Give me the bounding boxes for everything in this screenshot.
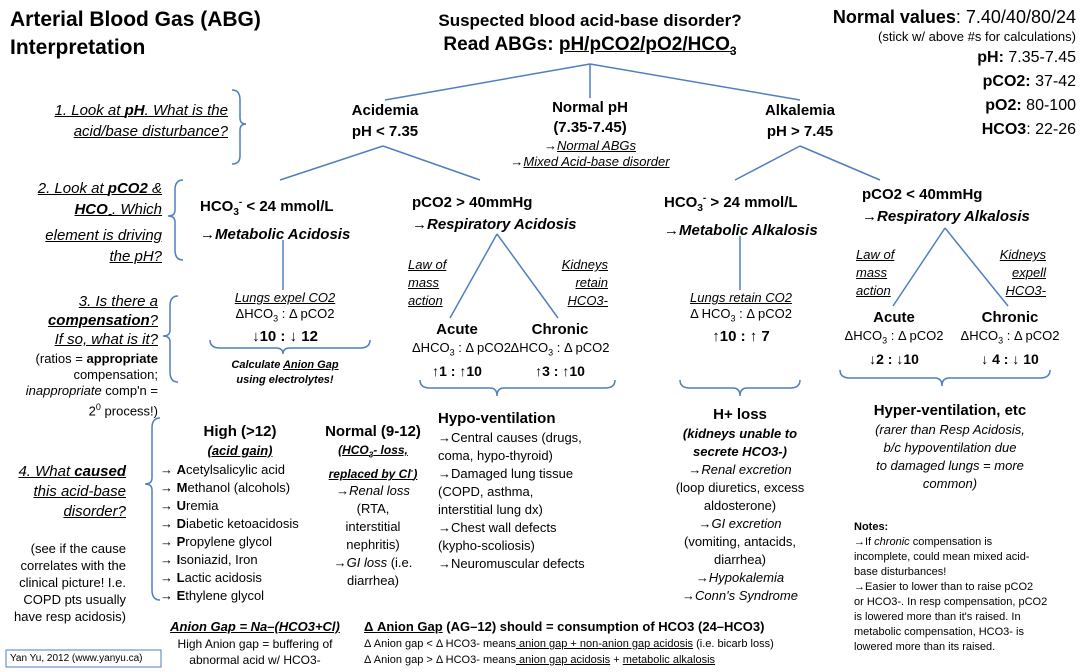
step-4-line-3: disorder? — [63, 503, 126, 520]
met-alk-ratio-b: : Δ pCO2 — [735, 306, 792, 321]
high-ag-cause-rest: ethanol (alcohols) — [187, 480, 291, 495]
hyper-line-3: to damaged lungs = more — [876, 458, 1024, 473]
resp-acid-kidney-2: retain — [575, 275, 608, 290]
high-ag-arrow: → — [160, 552, 177, 567]
step-3-j: 2 — [88, 403, 96, 419]
resp-acid-law-1: Law of — [408, 257, 447, 272]
met-acid-ratio-b: : Δ pCO2 — [278, 306, 335, 321]
h-loss-gi: →GI excretion — [698, 516, 782, 531]
anion-gap-title: Anion Gap = Na–(HCO3+Cl) — [170, 619, 340, 634]
resp-acid-acute-ratio: ↑1 : ↑10 — [432, 362, 482, 379]
high-ag-cause-initial: M — [176, 480, 188, 495]
high-ag-cause-rest: actic acidosis — [184, 570, 262, 585]
notes-panel — [854, 520, 1076, 655]
notes-line-3: base disturbances! — [854, 566, 947, 578]
ag-prompt-2: Anion Gap — [282, 359, 339, 371]
hyper-line-4: common) — [922, 476, 978, 491]
notes-line-2: incomplete, could mean mixed acid- — [854, 551, 1030, 563]
notes-line-8: lowered more than its raised. — [854, 641, 996, 653]
step-3-line-2 — [6, 311, 158, 330]
normal-ag-title: Normal (9-12) — [325, 423, 421, 440]
normal-ag-sub-1: ($HCO_3-$ loss, — [338, 443, 408, 460]
normal-values-value: : 7.40/40/80/24 — [955, 7, 1076, 27]
high-ag-title: High (>12) — [203, 423, 277, 440]
header-read-link-text: pH/pCO2/pO2/HCO — [558, 34, 730, 55]
high-ag-cause-rest: ropylene glycol — [185, 534, 273, 549]
normal-ag-gi — [318, 554, 428, 572]
page-title — [10, 6, 261, 62]
resp-acid-acute — [412, 320, 511, 381]
h-loss-causes — [660, 404, 820, 605]
high-ag-sub: (acid gain) — [207, 443, 273, 458]
step-4-line-2: this acid-base — [33, 483, 126, 500]
notes-line-7: metabolic compensation, HCO3- is — [854, 626, 1024, 638]
high-ag-cause-initial: D — [176, 516, 187, 531]
step-4-line-1 — [6, 462, 126, 482]
title-line-2: Interpretation — [10, 36, 146, 59]
high-ag-cause-initial: I — [176, 552, 181, 567]
met-acid-compensation — [210, 290, 360, 347]
high-ag-cause-initial: U — [176, 498, 187, 513]
acidemia-range: pH < 7.35 — [351, 123, 419, 140]
resp-acid-kidney-1: Kidneys — [561, 257, 608, 272]
delta-ag-title-b: (AG–12) should = consumption of HCO3 (24–HCO3) — [442, 619, 765, 634]
delta-ag-1c: (i.e. bicarb loss) — [693, 638, 774, 650]
high-ag-cause-list — [160, 461, 320, 605]
normal-ph-option-1 — [495, 138, 685, 154]
met-alk-compensation — [666, 290, 816, 347]
header-read-sub: 3 — [729, 43, 737, 58]
step-3-note-1 — [6, 351, 158, 367]
step-2-b: pCO2 — [107, 180, 148, 197]
anion-gap-prompt-line-1 — [210, 358, 360, 373]
high-ag-cause-item — [160, 515, 320, 533]
step-4-b: caused — [74, 463, 126, 480]
step-2-line-1 — [10, 178, 162, 199]
anion-gap-prompt-line-2: using electrolytes! — [236, 374, 334, 386]
hyper-line-2: b/c hypoventilation due — [883, 440, 1017, 455]
normal-hco3-label: HCO3 — [981, 121, 1027, 138]
step-3-line-1: 3. Is there a — [78, 293, 158, 310]
step-2-line-4: the pH? — [109, 248, 162, 265]
normal-ag-diarrhea: diarrhea) — [346, 573, 400, 589]
header-question: Suspected blood acid-base disorder? — [438, 11, 742, 30]
high-ag-arrow: → — [160, 516, 177, 531]
step-1-line-2: acid/base disturbance? — [73, 123, 228, 140]
step-3-line-3: If so, what is it? — [54, 331, 158, 348]
high-ag-arrow: → — [160, 462, 177, 477]
step-4-note-2: correlates with the — [20, 558, 126, 573]
normal-hco3-value: : 22-26 — [1026, 121, 1076, 138]
header-read-prefix: Read ABGs: — [443, 34, 559, 55]
step-3-note-3 — [6, 383, 158, 399]
high-ag-cause-item — [160, 479, 320, 497]
hypo-cause-line: →Chest wall defects — [438, 520, 557, 535]
anion-gap-prompt — [210, 358, 360, 388]
normal-values-heading — [810, 6, 1076, 28]
step-2-line-3: element is driving — [45, 227, 162, 244]
high-ag-cause-initial: E — [176, 588, 186, 603]
resp-alk-acute-label: $\Delta HCO_3$ : Δ pCO2 — [844, 328, 944, 346]
delta-ag-line-1 — [364, 636, 844, 652]
met-acid-hco3-line — [200, 192, 380, 224]
step-4-question — [6, 462, 126, 522]
normal-ag-renal-label: →Renal loss — [336, 483, 410, 499]
normal-ag-sub-c: replaced by Cl — [328, 467, 411, 482]
normal-ag-gi-ie: (i.e. — [387, 555, 413, 571]
resp-alk-kidney-1: Kidneys — [999, 247, 1046, 262]
step-3-f: appropriate — [86, 351, 158, 366]
step-4-note-4: COPD pts usually — [23, 592, 126, 607]
resp-acid-acute-label-a: ΔHCO — [412, 340, 450, 355]
normal-ph-node — [495, 98, 685, 170]
met-acid-hco3: HCO — [200, 198, 234, 215]
resp-alk-acute-title: Acute — [873, 309, 915, 326]
anion-gap-line-1: High Anion gap = buffering of — [177, 637, 333, 651]
high-ag-cause-rest: iabetic ketoacidosis — [186, 516, 299, 531]
high-ag-cause-rest: thylene glycol — [185, 588, 265, 603]
acidemia-node — [310, 100, 460, 142]
step-3-b: compensation — [47, 312, 150, 329]
met-alk-threshold: > 24 mmol/L — [706, 194, 798, 211]
title-line-1: Arterial Blood Gas (ABG) — [10, 8, 261, 31]
hypo-cause-line: →Central causes (drugs, — [438, 430, 582, 445]
hypo-title: Hypo-ventilation — [438, 410, 556, 427]
high-ag-cause-rest: soniazid, Iron — [180, 552, 258, 567]
step-4-note-3: clinical picture! I.e. — [19, 575, 126, 590]
step-3-note-2: compensation; — [73, 367, 158, 382]
step-3-l: process!) — [100, 403, 158, 419]
header-read-link — [558, 34, 737, 58]
resp-alk-chronic — [958, 308, 1062, 369]
normal-po2-value: 80-100 — [1021, 97, 1076, 114]
normal-pco2-label: pCO2: — [982, 73, 1031, 90]
step-2-question — [10, 178, 162, 267]
metabolic-acidosis-node — [200, 192, 380, 246]
normal-ag-sub-2 — [318, 463, 428, 482]
high-ag-arrow: → — [160, 480, 177, 495]
high-ag-arrow: → — [160, 588, 177, 603]
respiratory-acidosis-node — [412, 192, 612, 236]
step-2-c: & — [147, 180, 162, 197]
delta-anion-gap — [364, 618, 844, 668]
alkalemia-node — [725, 100, 875, 142]
resp-alk-kidneys — [986, 246, 1046, 300]
met-acid-ratio-a: ΔHCO — [235, 306, 274, 321]
h-loss-sub-1: (kidneys unable to — [682, 426, 798, 441]
met-acid-sub: 3 — [233, 207, 239, 218]
step-3-note-4 — [6, 399, 158, 419]
resp-acid-acute-label: $\Delta HCO_3$ : Δ pCO2 — [412, 340, 511, 358]
resp-acid-chronic-label-a: ΔHCO — [510, 340, 549, 355]
normal-values-label: Normal values — [832, 7, 956, 27]
high-ag-arrow: → — [160, 534, 177, 549]
resp-alk-law-1: Law of — [856, 247, 895, 262]
normal-ph-opt-2: Mixed Acid-base disorder — [523, 154, 670, 169]
step-2-a: 2. Look at — [37, 180, 108, 197]
hyper-line-1: (rarer than Resp Acidosis, — [875, 422, 1025, 437]
resp-acid-chronic-title: Chronic — [531, 321, 589, 338]
normal-ag-sub-a: (HCO — [338, 443, 369, 457]
high-anion-gap — [160, 422, 320, 605]
h-loss-hypokalemia: →Hypokalemia — [695, 570, 785, 585]
normal-po2-label: pO2: — [985, 97, 1022, 114]
notes-title: Notes: — [854, 521, 889, 533]
resp-acid-law-2: mass — [408, 275, 440, 290]
normal-anion-gap — [318, 422, 428, 590]
resp-acid-pco2: pCO2 > 40mmHg — [412, 194, 533, 211]
normal-ph-arrow-1: → — [544, 138, 557, 153]
h-loss-gi-detail-2: diarrhea) — [713, 552, 767, 567]
normal-ph-label: pH: — [977, 49, 1004, 66]
normal-ag-sub-b: - loss, — [373, 443, 408, 457]
step-3-e: (ratios = — [35, 351, 87, 366]
resp-alk-chronic-label-b: : Δ pCO2 — [1003, 328, 1060, 343]
notes-line-4: →Easier to lower than to raise pCO2 — [854, 581, 1034, 593]
h-loss-renal-detail-1: (loop diuretics, excess — [675, 480, 805, 495]
notes-1c: compensation is — [909, 536, 993, 548]
high-ag-cause-rest: remia — [186, 498, 219, 513]
resp-alk-chronic-ratio: ↓ 4 : ↓ 10 — [981, 350, 1039, 367]
delta-ag-title — [364, 618, 844, 636]
delta-ag-2d: metabolic alkalosis — [622, 654, 716, 666]
hypo-cause-line: interstitial lung dx) — [438, 502, 543, 517]
resp-alk-pco2: pCO2 < 40mmHg — [862, 186, 983, 203]
normal-ag-renal — [318, 482, 428, 518]
resp-acid-name: →Respiratory Acidosis — [412, 216, 577, 233]
met-alk-ratio: ↑10 : ↑ 7 — [712, 327, 770, 345]
high-ag-cause-initial: L — [176, 570, 185, 585]
high-ag-cause-item — [160, 569, 320, 587]
met-acid-threshold: < 24 mmol/L — [242, 198, 334, 215]
notes-line-6: is lowered more than it's raised. In — [854, 611, 1021, 623]
high-ag-cause-item — [160, 551, 320, 569]
delta-ag-title-a: Δ Anion Gap — [364, 619, 443, 634]
step-4-note — [6, 540, 126, 625]
resp-acid-law — [408, 256, 468, 310]
hyper-title: Hyper-ventilation, etc — [873, 402, 1027, 419]
step-3-c: ? — [149, 312, 158, 329]
step-1-a: 1. Look at — [54, 102, 125, 119]
h-loss-sub-2: secrete HCO3-) — [693, 444, 787, 459]
met-acid-comp-label: Lungs expel CO2 — [234, 290, 336, 305]
met-acid-ratio-label: $\Delta HCO_3$ : Δ pCO2 — [235, 306, 335, 324]
delta-ag-line-2 — [364, 652, 844, 668]
ag-prompt-1: Calculate — [231, 359, 283, 371]
step-2-f: . Which — [111, 201, 162, 218]
normal-ag-gi-label: →GI loss — [333, 555, 388, 571]
delta-ag-1b: anion gap + non-anion gap acidosis — [515, 638, 694, 650]
hypo-cause-line: →Damaged lung tissue — [438, 466, 574, 481]
delta-ag-2b: anion gap acidosis — [515, 654, 611, 666]
header-read-abgs — [420, 32, 760, 64]
met-acid-sup: - — [238, 197, 243, 208]
step-2-e: - — [107, 207, 112, 221]
credit-text: Yan Yu, 2012 (www.yanyu.ca) — [10, 653, 143, 664]
resp-alk-kidney-3: HCO3- — [1005, 283, 1046, 298]
notes-line-5: or HCO3-. In resp compensation, pCO2 — [854, 596, 1048, 608]
hypo-cause-list — [438, 429, 628, 573]
high-ag-arrow: → — [160, 570, 177, 585]
notes-1b: chronic — [874, 536, 910, 548]
acidemia-title: Acidemia — [351, 102, 419, 119]
met-alk-comp-label: Lungs retain CO2 — [690, 290, 792, 305]
high-ag-cause-item — [160, 533, 320, 551]
alkalemia-range: pH > 7.45 — [766, 123, 834, 140]
normal-ag-sub-e: ) — [413, 467, 418, 482]
step-3-i: comp'n = — [101, 383, 158, 398]
normal-pco2-value: 37-42 — [1030, 73, 1076, 90]
step-2-d: HCO — [74, 201, 108, 218]
resp-acid-kidneys — [548, 256, 608, 310]
header — [420, 10, 760, 64]
step-3-h: inappropriate — [25, 383, 102, 398]
high-ag-cause-initial: A — [176, 462, 187, 477]
h-loss-renal: →Renal excretion — [688, 462, 792, 477]
resp-acid-law-3: action — [408, 293, 443, 308]
met-alk-ratio-a: Δ HCO — [690, 306, 731, 321]
resp-acid-chronic-label-b: : Δ pCO2 — [553, 340, 610, 355]
normal-ag-sub-d: - — [410, 466, 414, 476]
step-1-question — [12, 100, 228, 142]
notes-1a: →If — [854, 536, 875, 548]
normal-ag-renal-rta: (RTA, — [356, 501, 390, 517]
step-1-c: . What is the — [144, 102, 228, 119]
step-3-k: 0 — [95, 402, 101, 412]
normal-ph-title: Normal pH — [552, 99, 628, 116]
hyperventilation-causes — [850, 400, 1050, 493]
delta-ag-2a: Δ Anion gap > Δ HCO3- means — [364, 654, 516, 666]
respiratory-alkalosis-node — [862, 184, 1062, 228]
hypo-cause-line: →Neuromuscular defects — [438, 556, 585, 571]
step-1-line-1 — [12, 100, 228, 121]
normal-ag-nephritis: nephritis) — [346, 537, 400, 553]
normal-pco2 — [810, 70, 1076, 94]
h-loss-conns: →Conn's Syndrome — [682, 588, 798, 603]
resp-alk-law-2: mass — [856, 265, 888, 280]
anion-gap-line-2: abnormal acid w/ HCO3- — [189, 653, 321, 667]
high-ag-cause-item — [160, 497, 320, 515]
resp-acid-acute-label-b: : Δ pCO2 — [454, 340, 511, 355]
notes-line-1 — [854, 535, 1076, 550]
step-3-question — [6, 292, 158, 419]
resp-alk-kidney-2: expell — [1012, 265, 1046, 280]
met-alk-hco3: HCO — [664, 194, 698, 211]
resp-alk-chronic-label-a: ΔHCO — [960, 328, 999, 343]
met-acid-name: →Metabolic Acidosis — [200, 226, 351, 243]
resp-acid-acute-title: Acute — [436, 321, 478, 338]
hypo-cause-line: coma, hypo-thyroid) — [438, 448, 553, 463]
resp-alk-law-3: action — [856, 283, 891, 298]
met-alk-hco3-line: $HCO_3^- > 24$ mmol/L — [664, 193, 798, 214]
alkalemia-title: Alkalemia — [764, 102, 836, 119]
normal-ph-option-2 — [495, 154, 685, 170]
h-loss-gi-detail-1: (vomiting, antacids, — [684, 534, 796, 549]
normal-ph — [810, 46, 1076, 70]
anion-gap-formula — [160, 618, 350, 668]
resp-alk-name: →Respiratory Alkalosis — [862, 208, 1030, 225]
hypoventilation-causes — [438, 408, 628, 573]
resp-alk-chronic-title: Chronic — [981, 309, 1039, 326]
normal-ag-interstitial: interstitial — [345, 519, 401, 535]
normal-ph-range: (7.35-7.45) — [553, 119, 627, 136]
met-alk-name: →Metabolic Alkalosis — [664, 222, 818, 239]
delta-ag-2c: + — [610, 654, 623, 666]
step-4-a: 4. What — [18, 463, 75, 480]
resp-acid-chronic-label: $\Delta HCO_3$ : Δ pCO2 — [510, 340, 610, 358]
resp-alk-chronic-label: $\Delta HCO_3$ : Δ pCO2 — [960, 328, 1060, 346]
resp-acid-chronic — [510, 320, 610, 381]
step-4-note-1: (see if the cause — [30, 541, 126, 556]
hypo-cause-line: (COPD, asthma, — [438, 484, 534, 499]
normal-ph-arrow-2: → — [510, 154, 524, 169]
delta-ag-1a: Δ Anion gap < Δ HCO3- means — [364, 638, 516, 650]
resp-alk-law — [856, 246, 916, 300]
resp-acid-chronic-ratio: ↑3 : ↑10 — [535, 362, 585, 379]
resp-alk-acute — [844, 308, 944, 369]
normal-ph-opt-1: Normal ABGs — [557, 138, 636, 153]
step-1-b: pH — [124, 102, 145, 119]
high-ag-arrow: → — [160, 498, 177, 513]
hypo-cause-line: (kypho-scoliosis) — [438, 538, 535, 553]
resp-acid-kidney-3: HCO3- — [567, 293, 608, 308]
resp-alk-acute-label-a: ΔHCO — [844, 328, 883, 343]
normal-values-note: (stick w/ above #s for calculations) — [878, 29, 1076, 44]
high-ag-cause-initial: P — [176, 534, 186, 549]
step-2-line-2 — [10, 199, 162, 225]
met-acid-ratio: ↓10 : ↓ 12 — [252, 327, 318, 345]
high-ag-cause-item — [160, 461, 320, 479]
step-4-note-5: have resp acidosis) — [14, 609, 126, 624]
metabolic-alkalosis-node — [664, 188, 844, 242]
resp-alk-acute-ratio: ↓2 : ↓10 — [869, 350, 919, 367]
h-loss-renal-detail-2: aldosterone) — [703, 498, 777, 513]
normal-ph-value: 7.35-7.45 — [1003, 49, 1076, 66]
high-ag-cause-rest: cetylsalicylic acid — [186, 462, 285, 477]
resp-alk-acute-label-b: : Δ pCO2 — [887, 328, 944, 343]
h-loss-title: H+ loss — [713, 406, 767, 423]
high-ag-cause-item — [160, 587, 320, 605]
met-alk-ratio-label: Δ $HCO_3$ : Δ pCO2 — [690, 306, 792, 324]
